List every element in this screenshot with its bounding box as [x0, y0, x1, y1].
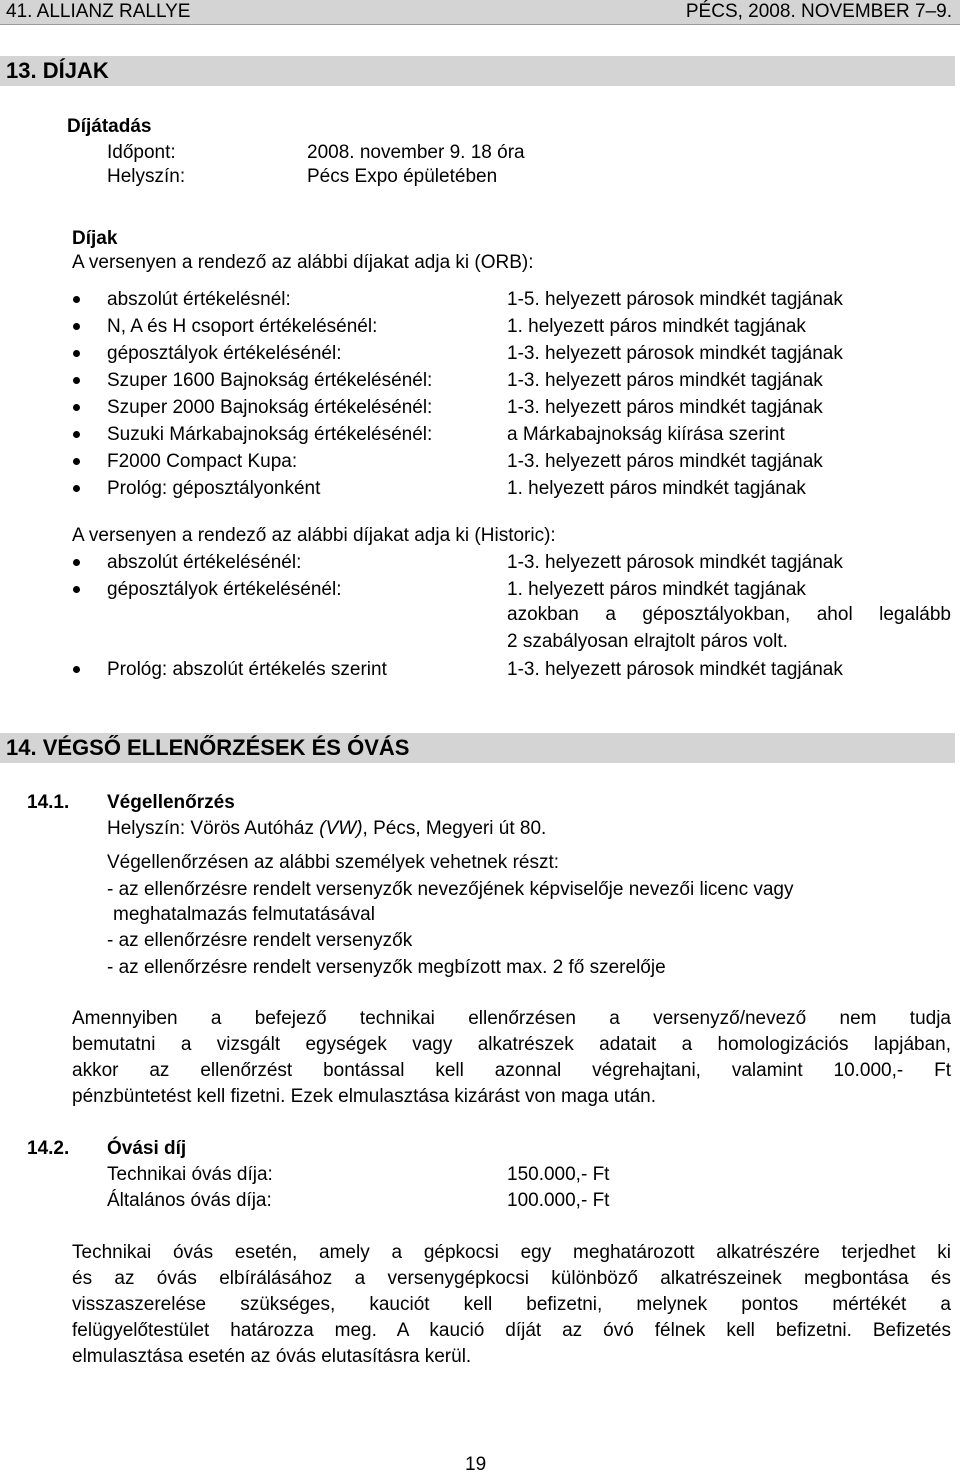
helyszin-label: Helyszín: — [107, 166, 186, 187]
subsection-14-2-heading: Óvási díj — [107, 1138, 187, 1159]
bullet-icon — [73, 377, 80, 384]
subsection-14-1-heading: Végellenőrzés — [107, 792, 235, 813]
award-value: 1-3. helyezett párosok mindkét tagjának — [507, 343, 843, 364]
paragraph-line: pénzbüntetést kell fizetni. Ezek elmulasztása kizárást von maga után. — [72, 1086, 657, 1107]
paragraph-line: felügyelőtestület határozza meg. A kaució díját az óvó félnek kell befizetni. Befizetés — [72, 1320, 951, 1341]
fee-general-label: Általános óvás díja: — [107, 1190, 272, 1211]
award-category: F2000 Compact Kupa: — [107, 451, 298, 472]
award-category: Szuper 1600 Bajnokság értékelésénél: — [107, 370, 433, 391]
location-suffix: , Pécs, Megyeri út 80. — [362, 818, 547, 839]
paragraph-line: elmulasztása esetén az óvás elutasításra kerül. — [72, 1346, 472, 1367]
bullet-icon — [73, 404, 80, 411]
location-brand: (VW) — [319, 818, 363, 839]
helyszin-value: Pécs Expo épületében — [307, 166, 498, 187]
bullet-icon — [73, 559, 80, 566]
paragraph-line: akkor az ellenőrzést bontással kell azonnal végrehajtani, valamint 10.000,- Ft — [72, 1060, 951, 1081]
location-prefix: Helyszín: Vörös Autóház — [107, 818, 320, 839]
idopont-label: Időpont: — [107, 142, 176, 163]
section-14-title: 14. VÉGSŐ ELLENŐRZÉSEK ÉS ÓVÁS — [6, 735, 410, 760]
award-category: abszolút értékelésnél: — [107, 289, 291, 310]
award-category: N, A és H csoport értékelésénél: — [107, 316, 378, 337]
paragraph-line: bemutatni a vizsgált egységek vagy alkatrészek adatait a homologizációs lapjában, — [72, 1034, 951, 1055]
award-category: géposztályok értékelésénél: — [107, 343, 342, 364]
award-category: abszolút értékelésénél: — [107, 552, 302, 573]
award-value: 1-3. helyezett párosok mindkét tagjának — [507, 552, 843, 573]
page-header — [0, 0, 960, 25]
section-13-heading-bar — [0, 56, 955, 86]
award-value: 1. helyezett páros mindkét tagjának — [507, 316, 806, 337]
award-value: a Márkabajnokság kiírása szerint — [507, 424, 785, 445]
bullet-icon — [73, 350, 80, 357]
dijak-heading: Díjak — [72, 228, 118, 249]
dijatadas-heading: Díjátadás — [67, 116, 152, 137]
persons-line-1: - az ellenőrzésre rendelt versenyzők nevezőjének képviselője nevezői licenc vagy — [107, 879, 794, 900]
fee-technical-value: 150.000,- Ft — [507, 1164, 610, 1185]
persons-intro: Végellenőrzésen az alábbi személyek vehetnek részt: — [107, 852, 560, 873]
award-value: 1-3. helyezett párosok mindkét tagjának — [507, 659, 843, 680]
paragraph-line: Technikai óvás esetén, amely a gépkocsi egy meghatározott alkatrészére terjedhet ki — [72, 1242, 951, 1263]
orb-intro: A versenyen a rendező az alábbi díjakat adja ki (ORB): — [72, 252, 534, 273]
award-value: 1-5. helyezett párosok mindkét tagjának — [507, 289, 843, 310]
header-event-title: 41. ALLIANZ RALLYE — [6, 1, 191, 22]
subsection-14-2-number: 14.2. — [27, 1138, 70, 1159]
bullet-icon — [73, 458, 80, 465]
award-category: Prológ: abszolút értékelés szerint — [107, 659, 387, 680]
bullet-icon — [73, 666, 80, 673]
paragraph-line: és az óvás elbírálásához a versenygépkocsi különböző alkatrészeinek megbontása és — [72, 1268, 951, 1289]
bullet-icon — [73, 323, 80, 330]
section-13-title: 13. DÍJAK — [6, 58, 109, 83]
persons-line-1-continued: meghatalmazás felmutatásával — [113, 904, 375, 925]
subsection-14-1-number: 14.1. — [27, 792, 70, 813]
persons-line-2: - az ellenőrzésre rendelt versenyzők — [107, 930, 413, 951]
section-14-heading-bar — [0, 733, 955, 763]
fee-general-value: 100.000,- Ft — [507, 1190, 610, 1211]
bullet-icon — [73, 431, 80, 438]
fee-technical-label: Technikai óvás díja: — [107, 1164, 273, 1185]
award-value: 1-3. helyezett páros mindkét tagjának — [507, 451, 823, 472]
bullet-icon — [73, 586, 80, 593]
award-value: 1. helyezett páros mindkét tagjának — [507, 478, 806, 499]
award-category: Suzuki Márkabajnokság értékelésénél: — [107, 424, 433, 445]
award-category: Prológ: géposztályonként — [107, 478, 321, 499]
persons-line-3: - az ellenőrzésre rendelt versenyzők megbízott max. 2 fő szerelője — [107, 957, 666, 978]
historic-note-line-1: azokban a géposztályokban, ahol legalább — [507, 604, 951, 625]
idopont-value: 2008. november 9. 18 óra — [307, 142, 525, 163]
award-category: Szuper 2000 Bajnokság értékelésénél: — [107, 397, 433, 418]
paragraph-line: Amennyiben a befejező technikai ellenőrzésen a versenyző/nevező nem tudja — [72, 1008, 951, 1029]
header-location-date: PÉCS, 2008. NOVEMBER 7–9. — [685, 1, 952, 22]
award-category: géposztályok értékelésénél: — [107, 579, 342, 600]
bullet-icon — [73, 296, 80, 303]
award-value: 1-3. helyezett páros mindkét tagjának — [507, 397, 823, 418]
historic-note-line-2: 2 szabályosan elrajtolt páros volt. — [507, 631, 788, 652]
award-value: 1-3. helyezett páros mindkét tagjának — [507, 370, 823, 391]
bullet-icon — [73, 485, 80, 492]
vegellenorzes-location — [107, 818, 546, 840]
paragraph-line: visszaszerelése szükséges, kauciót kell befizetni, melynek pontos mértékét a — [72, 1294, 951, 1315]
historic-intro: A versenyen a rendező az alábbi díjakat adja ki (Historic): — [72, 525, 556, 546]
page-number: 19 — [465, 1454, 487, 1475]
award-value: 1. helyezett páros mindkét tagjának — [507, 579, 806, 600]
